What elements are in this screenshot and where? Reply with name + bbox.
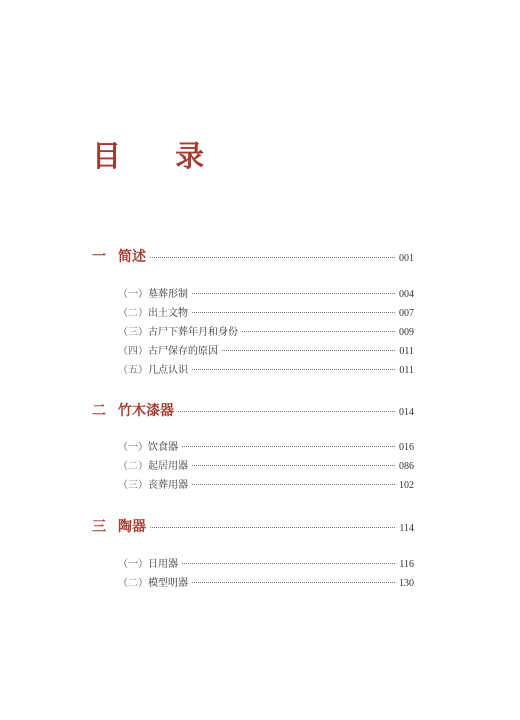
item-number: （四） xyxy=(118,346,148,357)
dot-leader xyxy=(192,293,395,294)
section-title: 竹木漆器 xyxy=(118,403,174,419)
item-number: （三） xyxy=(118,327,148,338)
section-number: 一 xyxy=(92,249,106,265)
dot-leader xyxy=(182,446,395,447)
page-number: 011 xyxy=(399,365,414,376)
item-title: 丧葬用器 xyxy=(148,480,188,491)
item-number: （一） xyxy=(118,289,148,300)
dot-leader xyxy=(192,312,395,313)
toc-item[interactable] xyxy=(118,476,414,494)
dot-leader xyxy=(150,257,395,258)
page-number: 130 xyxy=(399,578,414,589)
item-number: （三） xyxy=(118,480,148,491)
item-title: 出土文物 xyxy=(148,308,188,319)
toc-item[interactable] xyxy=(118,438,414,456)
toc-item[interactable] xyxy=(118,457,414,475)
dot-leader xyxy=(192,369,395,370)
page-number: 014 xyxy=(399,407,414,418)
page-title: 目 录 xyxy=(92,139,227,173)
page-number: 007 xyxy=(399,308,414,319)
item-number: （五） xyxy=(118,365,148,376)
item-number: （一） xyxy=(118,559,148,570)
item-title: 模型明器 xyxy=(148,578,188,589)
section-number: 三 xyxy=(92,519,106,535)
page-number: 011 xyxy=(399,346,414,357)
item-number: （一） xyxy=(118,442,148,453)
toc-item[interactable] xyxy=(118,285,414,303)
item-number: （二） xyxy=(118,308,148,319)
toc-item[interactable] xyxy=(118,555,414,573)
toc-item[interactable] xyxy=(118,323,414,341)
item-title: 起居用器 xyxy=(148,461,188,472)
item-title: 墓葬形制 xyxy=(148,289,188,300)
dot-leader xyxy=(182,563,395,564)
page-number: 001 xyxy=(399,253,414,264)
section-title: 陶器 xyxy=(118,519,146,535)
section-title: 简述 xyxy=(118,249,146,265)
dot-leader xyxy=(192,582,395,583)
toc-item[interactable] xyxy=(118,304,414,322)
item-title: 日用器 xyxy=(148,559,178,570)
dot-leader xyxy=(192,484,395,485)
item-title: 古尸保存的原因 xyxy=(148,346,218,357)
item-title: 古尸下葬年月和身份 xyxy=(148,327,238,338)
item-title: 几点认识 xyxy=(148,365,188,376)
dot-leader xyxy=(178,411,395,412)
toc-section-1[interactable] xyxy=(92,246,414,268)
section-number: 二 xyxy=(92,403,106,419)
dot-leader xyxy=(150,527,395,528)
page-number: 116 xyxy=(399,559,414,570)
page-number: 004 xyxy=(399,289,414,300)
toc-section-2[interactable] xyxy=(92,400,414,422)
toc-section-3[interactable] xyxy=(92,516,414,538)
page-number: 086 xyxy=(399,461,414,472)
toc-item[interactable] xyxy=(118,342,414,360)
item-title: 饮食器 xyxy=(148,442,178,453)
item-number: （二） xyxy=(118,461,148,472)
dot-leader xyxy=(192,465,395,466)
dot-leader xyxy=(222,350,395,351)
page-number: 102 xyxy=(399,480,414,491)
dot-leader xyxy=(242,331,395,332)
toc-item[interactable] xyxy=(118,361,414,379)
page-number: 016 xyxy=(399,442,414,453)
toc-item[interactable] xyxy=(118,574,414,592)
page-number: 114 xyxy=(399,523,414,534)
page-number: 009 xyxy=(399,327,414,338)
item-number: （二） xyxy=(118,578,148,589)
